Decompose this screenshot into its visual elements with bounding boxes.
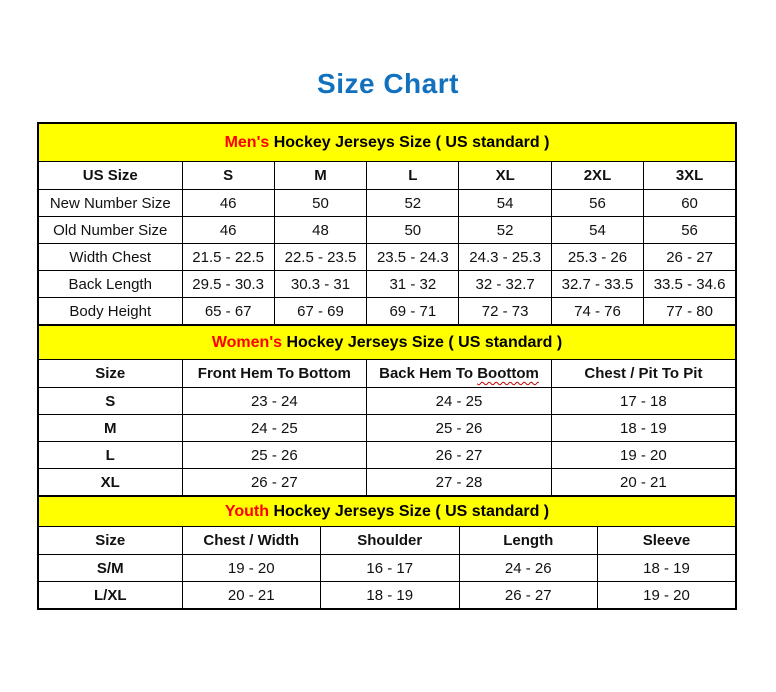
table-row <box>38 415 736 442</box>
size-value: 46 <box>182 217 274 244</box>
size-value: 24 - 26 <box>459 555 598 582</box>
womens-section-title-rest: Hockey Jerseys Size ( US standard ) <box>282 333 563 351</box>
table-row <box>38 442 736 469</box>
row-label: M <box>38 415 182 442</box>
size-value: 31 - 32 <box>367 271 459 298</box>
womens-section-title-highlight: Women's <box>211 333 283 351</box>
mens-table-body <box>38 190 736 326</box>
womens-size-table <box>37 324 737 497</box>
youth-table-body <box>38 555 736 610</box>
row-label: S/M <box>38 555 182 582</box>
mens-column-header: 3XL <box>644 162 736 190</box>
size-value: 19 - 20 <box>182 555 321 582</box>
size-value: 23 - 24 <box>182 388 367 415</box>
row-label: New Number Size <box>38 190 182 217</box>
mens-section-title-highlight: Men's <box>224 133 270 151</box>
youth-section-title <box>38 496 736 527</box>
size-value: 18 - 19 <box>598 555 737 582</box>
youth-column-header: Length <box>459 527 598 555</box>
size-value: 32.7 - 33.5 <box>551 271 643 298</box>
table-row <box>38 190 736 217</box>
size-value: 26 - 27 <box>459 582 598 610</box>
table-row <box>38 217 736 244</box>
size-value: 69 - 71 <box>367 298 459 326</box>
youth-column-header: Shoulder <box>321 527 460 555</box>
size-value: 23.5 - 24.3 <box>367 244 459 271</box>
size-value: 56 <box>644 217 736 244</box>
row-label: Back Length <box>38 271 182 298</box>
size-value: 32 - 32.7 <box>459 271 551 298</box>
size-value: 65 - 67 <box>182 298 274 326</box>
row-label: Width Chest <box>38 244 182 271</box>
youth-column-header-row <box>38 527 736 555</box>
size-value: 25.3 - 26 <box>551 244 643 271</box>
youth-size-table <box>37 495 737 610</box>
size-value: 20 - 21 <box>551 469 736 497</box>
size-value: 74 - 76 <box>551 298 643 326</box>
table-row <box>38 298 736 326</box>
table-row <box>38 271 736 298</box>
mens-column-header: M <box>274 162 366 190</box>
mens-section-title-rest: Hockey Jerseys Size ( US standard ) <box>269 133 550 151</box>
size-value: 17 - 18 <box>551 388 736 415</box>
mens-section-band <box>38 123 736 162</box>
size-value: 16 - 17 <box>321 555 460 582</box>
mens-section-title <box>38 123 736 162</box>
youth-column-header: Chest / Width <box>182 527 321 555</box>
size-value: 46 <box>182 190 274 217</box>
row-label: L/XL <box>38 582 182 610</box>
size-value: 52 <box>367 190 459 217</box>
size-value: 48 <box>274 217 366 244</box>
womens-column-header: Back Hem To Boottom <box>367 360 552 388</box>
youth-column-header: Sleeve <box>598 527 737 555</box>
page-title: Size Chart <box>317 68 459 99</box>
size-value: 54 <box>551 217 643 244</box>
size-value: 26 - 27 <box>644 244 736 271</box>
size-value: 24.3 - 25.3 <box>459 244 551 271</box>
womens-column-header: Size <box>38 360 182 388</box>
size-value: 20 - 21 <box>182 582 321 610</box>
size-value: 26 - 27 <box>367 442 552 469</box>
size-value: 67 - 69 <box>274 298 366 326</box>
size-value: 33.5 - 34.6 <box>644 271 736 298</box>
row-label: Body Height <box>38 298 182 326</box>
size-value: 25 - 26 <box>367 415 552 442</box>
mens-size-table <box>37 122 737 326</box>
size-chart <box>37 122 737 610</box>
womens-table-body <box>38 388 736 497</box>
size-value: 25 - 26 <box>182 442 367 469</box>
youth-section-band <box>38 496 736 527</box>
womens-section-title <box>38 325 736 360</box>
youth-column-header: Size <box>38 527 182 555</box>
size-value: 50 <box>274 190 366 217</box>
womens-column-header-row <box>38 360 736 388</box>
mens-column-header-row <box>38 162 736 190</box>
youth-section-title-highlight: Youth <box>224 502 269 520</box>
row-label: XL <box>38 469 182 497</box>
table-row <box>38 388 736 415</box>
mens-column-header: XL <box>459 162 551 190</box>
size-value: 27 - 28 <box>367 469 552 497</box>
womens-column-header: Chest / Pit To Pit <box>551 360 736 388</box>
size-value: 50 <box>367 217 459 244</box>
size-value: 24 - 25 <box>367 388 552 415</box>
row-label: Old Number Size <box>38 217 182 244</box>
table-row <box>38 244 736 271</box>
mens-column-header: S <box>182 162 274 190</box>
table-row <box>38 555 736 582</box>
size-value: 18 - 19 <box>551 415 736 442</box>
row-label: S <box>38 388 182 415</box>
youth-section-title-rest: Hockey Jerseys Size ( US standard ) <box>269 502 550 520</box>
size-value: 77 - 80 <box>644 298 736 326</box>
size-value: 19 - 20 <box>551 442 736 469</box>
mens-column-header: L <box>367 162 459 190</box>
table-row <box>38 582 736 610</box>
size-value: 19 - 20 <box>598 582 737 610</box>
mens-column-header: US Size <box>38 162 182 190</box>
size-value: 24 - 25 <box>182 415 367 442</box>
mens-column-header: 2XL <box>551 162 643 190</box>
table-row <box>38 469 736 497</box>
size-value: 56 <box>551 190 643 217</box>
size-value: 21.5 - 22.5 <box>182 244 274 271</box>
size-value: 22.5 - 23.5 <box>274 244 366 271</box>
size-value: 29.5 - 30.3 <box>182 271 274 298</box>
size-value: 18 - 19 <box>321 582 460 610</box>
size-value: 54 <box>459 190 551 217</box>
womens-section-band <box>38 325 736 360</box>
size-value: 72 - 73 <box>459 298 551 326</box>
size-value: 30.3 - 31 <box>274 271 366 298</box>
womens-column-header: Front Hem To Bottom <box>182 360 367 388</box>
size-value: 52 <box>459 217 551 244</box>
size-value: 60 <box>644 190 736 217</box>
row-label: L <box>38 442 182 469</box>
size-value: 26 - 27 <box>182 469 367 497</box>
misspelled-word: Boottom <box>477 365 539 382</box>
